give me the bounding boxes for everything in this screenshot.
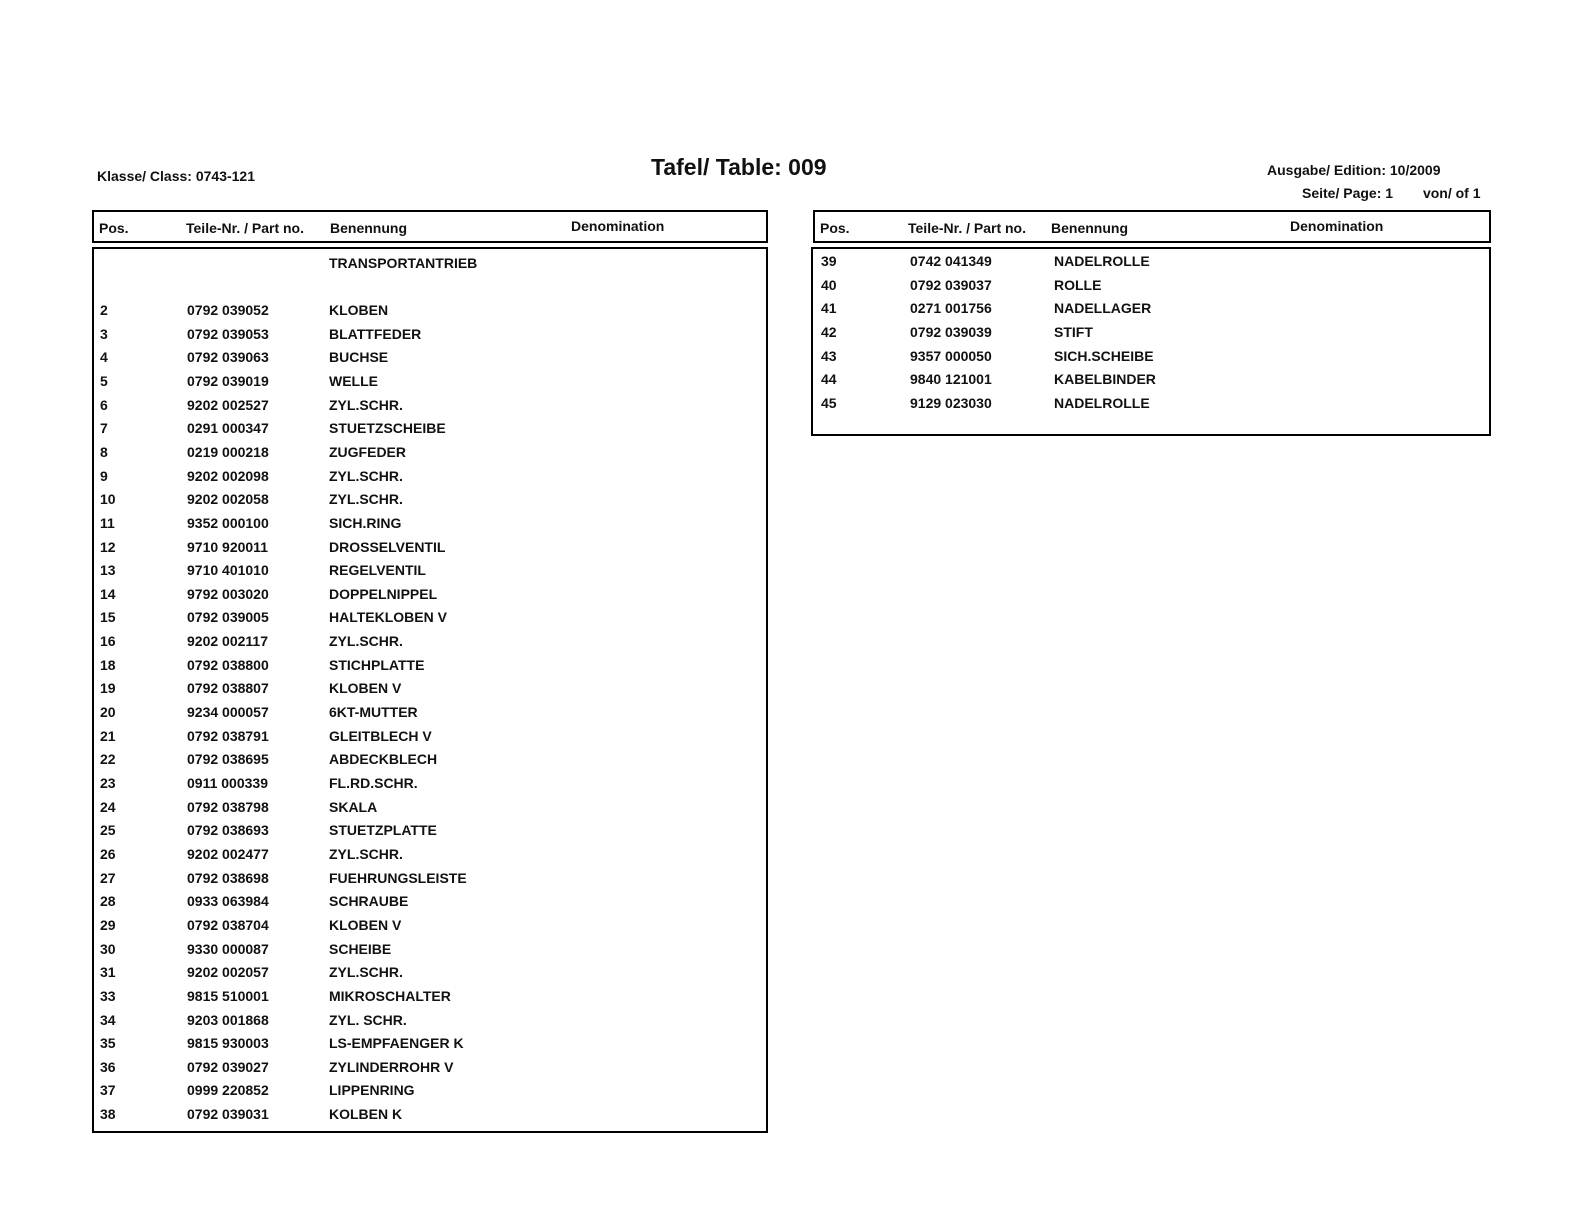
benennung-cell: HALTEKLOBEN V xyxy=(329,609,447,626)
benennung-cell: ZYL.SCHR. xyxy=(329,633,403,650)
benennung-cell: DOPPELNIPPEL xyxy=(329,585,438,602)
pos-cell: 30 xyxy=(100,940,116,957)
pos-cell: 18 xyxy=(100,656,116,673)
part-no-cell: 9129 023030 xyxy=(910,394,992,411)
benennung-cell: MIKROSCHALTER xyxy=(329,987,451,1004)
benennung-cell: FL.RD.SCHR. xyxy=(329,775,418,791)
benennung-cell: SKALA xyxy=(329,798,378,815)
benennung-cell: BUCHSE xyxy=(329,349,389,366)
part-no-cell: 0792 039019 xyxy=(187,372,269,389)
part-no-cell: 9352 000100 xyxy=(187,514,269,531)
pos-cell: 21 xyxy=(100,727,116,744)
table-row xyxy=(94,609,766,631)
pos-cell: 37 xyxy=(100,1082,116,1099)
edition-label: Ausgabe/ Edition: xyxy=(1267,162,1386,178)
table-row xyxy=(94,728,766,750)
part-no-cell: 9710 920011 xyxy=(187,538,268,555)
class-info xyxy=(97,168,255,184)
part-no-cell: 9202 002098 xyxy=(187,467,269,484)
page-info xyxy=(1302,185,1481,201)
table-row xyxy=(94,1059,766,1081)
table-row xyxy=(94,468,766,490)
part-no-cell: 0792 038800 xyxy=(187,656,269,673)
pos-cell: 16 xyxy=(100,633,116,650)
table-row xyxy=(94,988,766,1010)
edition-info xyxy=(1267,162,1441,178)
pos-cell: 5 xyxy=(100,372,108,389)
pos-cell: 42 xyxy=(821,323,837,340)
table-row xyxy=(94,515,766,537)
benennung-cell: FUEHRUNGSLEISTE xyxy=(329,869,467,886)
part-no-cell: 0742 041349 xyxy=(910,253,992,269)
part-no-cell: 9202 002527 xyxy=(187,396,269,413)
pos-cell: 44 xyxy=(821,371,837,388)
col-benennung-header: Benennung xyxy=(1051,220,1128,236)
table-row xyxy=(94,326,766,348)
table-row xyxy=(94,870,766,892)
pos-cell: 23 xyxy=(100,775,116,791)
table-row xyxy=(94,941,766,963)
table-row xyxy=(813,348,1489,370)
pos-cell: 11 xyxy=(100,514,115,531)
table-row xyxy=(813,324,1489,346)
pos-cell: 9 xyxy=(100,467,108,484)
part-no-cell: 9710 401010 xyxy=(187,562,269,579)
benennung-cell: ZYL. SCHR. xyxy=(329,1011,407,1028)
benennung-cell: SICH.RING xyxy=(329,514,402,531)
of-label: von/ of xyxy=(1422,185,1469,201)
table-label: Tafel/ Table: xyxy=(651,154,782,180)
benennung-cell: STUETZPLATTE xyxy=(329,822,437,839)
pos-cell: 36 xyxy=(100,1058,116,1075)
table-row xyxy=(94,893,766,915)
pos-cell: 14 xyxy=(100,585,116,602)
table-row xyxy=(94,539,766,561)
benennung-cell: ROLLE xyxy=(1054,276,1102,293)
of-value: 1 xyxy=(1472,185,1481,201)
group-heading: TRANSPORTANTRIEB xyxy=(329,255,478,271)
benennung-cell: LIPPENRING xyxy=(329,1082,415,1099)
pos-cell: 24 xyxy=(100,798,116,815)
table-row xyxy=(94,680,766,702)
benennung-cell: ZYL.SCHR. xyxy=(329,491,403,508)
pos-cell: 41 xyxy=(821,300,837,317)
table-row xyxy=(94,799,766,821)
table-row xyxy=(813,277,1489,299)
part-no-cell: 0911 000339 xyxy=(187,775,268,791)
table-row xyxy=(94,1106,766,1128)
table-row xyxy=(94,1035,766,1057)
table-row xyxy=(94,822,766,844)
benennung-cell: 6KT-MUTTER xyxy=(329,704,418,721)
pos-cell: 4 xyxy=(100,349,108,366)
part-no-cell: 9234 000057 xyxy=(187,704,269,721)
part-no-cell: 9840 121001 xyxy=(910,371,992,388)
part-no-cell: 9792 003020 xyxy=(187,585,269,602)
part-no-cell: 0792 039005 xyxy=(187,609,269,626)
pos-cell: 19 xyxy=(100,680,116,697)
part-no-cell: 9203 001868 xyxy=(187,1011,269,1028)
benennung-cell: SCHEIBE xyxy=(329,940,392,957)
part-no-cell: 0792 038693 xyxy=(187,822,269,839)
part-no-cell: 0999 220852 xyxy=(187,1082,269,1099)
table-row xyxy=(94,397,766,419)
pos-cell: 27 xyxy=(100,869,116,886)
pos-cell: 40 xyxy=(821,276,837,293)
table-row xyxy=(94,1012,766,1034)
table-row xyxy=(813,371,1489,393)
benennung-cell: KLOBEN V xyxy=(329,680,402,697)
col-pos-header: Pos. xyxy=(820,220,850,236)
col-denomination-header: Denomination xyxy=(571,218,665,234)
left-parts-table xyxy=(92,247,768,1133)
table-row xyxy=(94,420,766,442)
benennung-cell: DROSSELVENTIL xyxy=(329,538,446,555)
benennung-cell: NADELROLLE xyxy=(1054,394,1150,411)
part-no-cell: 0792 038807 xyxy=(187,680,269,697)
benennung-cell: ZYL.SCHR. xyxy=(329,845,403,862)
part-no-cell: 9330 000087 xyxy=(187,940,269,957)
pos-cell: 12 xyxy=(100,538,116,555)
pos-cell: 25 xyxy=(100,822,116,839)
table-row xyxy=(94,751,766,773)
part-no-cell: 9357 000050 xyxy=(910,347,992,364)
pos-cell: 28 xyxy=(100,893,116,910)
benennung-cell: STIFT xyxy=(1054,323,1093,340)
part-no-cell: 0792 039031 xyxy=(187,1106,269,1123)
part-no-cell: 0792 039037 xyxy=(910,276,992,293)
col-denomination-header: Denomination xyxy=(1290,218,1384,234)
benennung-cell: NADELROLLE xyxy=(1054,253,1150,269)
part-no-cell: 0271 001756 xyxy=(910,300,992,317)
part-no-cell: 9202 002058 xyxy=(187,491,269,508)
pos-cell: 35 xyxy=(100,1035,116,1052)
benennung-cell: STICHPLATTE xyxy=(329,656,425,673)
page-value: 1 xyxy=(1385,185,1394,201)
col-part-no-header: Teile-Nr. / Part no. xyxy=(908,220,1026,236)
benennung-cell: ZYL.SCHR. xyxy=(329,396,403,413)
pos-cell: 43 xyxy=(821,347,837,364)
part-no-cell: 0792 038798 xyxy=(187,798,269,815)
pos-cell: 45 xyxy=(821,394,837,411)
benennung-cell: KLOBEN V xyxy=(329,916,402,933)
part-no-cell: 9202 002477 xyxy=(187,845,269,862)
table-row xyxy=(94,633,766,655)
table-row xyxy=(94,1082,766,1104)
table-row xyxy=(94,917,766,939)
pos-cell: 38 xyxy=(100,1106,116,1123)
part-no-cell: 0291 000347 xyxy=(187,420,269,437)
part-no-cell: 0792 039053 xyxy=(187,325,269,342)
col-part-no-header: Teile-Nr. / Part no. xyxy=(186,220,304,236)
benennung-cell: LS-EMPFAENGER K xyxy=(329,1035,464,1052)
part-no-cell: 9815 930003 xyxy=(187,1035,269,1052)
part-no-cell: 0792 039027 xyxy=(187,1058,269,1075)
table-row xyxy=(94,373,766,395)
benennung-cell: KABELBINDER xyxy=(1054,371,1156,388)
part-no-cell: 0792 038698 xyxy=(187,869,269,886)
part-no-cell: 0933 063984 xyxy=(187,893,269,910)
table-row xyxy=(94,302,766,324)
benennung-cell: ZYL.SCHR. xyxy=(329,467,403,484)
benennung-cell: ABDECKBLECH xyxy=(329,751,438,768)
class-value: 0743-121 xyxy=(195,168,256,184)
table-row xyxy=(813,253,1489,275)
benennung-cell: KOLBEN K xyxy=(329,1106,403,1123)
class-label: Klasse/ Class: xyxy=(97,168,192,184)
table-row xyxy=(94,586,766,608)
part-no-cell: 0792 039063 xyxy=(187,349,269,366)
benennung-cell: NADELLAGER xyxy=(1054,300,1152,317)
pos-cell: 31 xyxy=(100,964,116,981)
table-row xyxy=(813,300,1489,322)
table-row xyxy=(94,491,766,513)
pos-cell: 3 xyxy=(100,325,108,342)
benennung-cell: ZYLINDERROHR V xyxy=(329,1058,454,1075)
benennung-cell: SCHRAUBE xyxy=(329,893,409,910)
table-title xyxy=(651,154,827,181)
part-no-cell: 9202 002117 xyxy=(187,633,268,650)
part-no-cell: 0792 038695 xyxy=(187,751,269,768)
benennung-cell: GLEITBLECH V xyxy=(329,727,432,744)
table-row xyxy=(94,444,766,466)
pos-cell: 13 xyxy=(100,562,116,579)
table-row xyxy=(94,657,766,679)
benennung-cell: STUETZSCHEIBE xyxy=(329,420,446,437)
col-benennung-header: Benennung xyxy=(330,220,407,236)
table-row xyxy=(94,704,766,726)
table-row xyxy=(813,395,1489,417)
edition-value: 10/2009 xyxy=(1389,162,1441,178)
right-parts-table xyxy=(811,247,1491,436)
pos-cell: 22 xyxy=(100,751,116,768)
table-row xyxy=(94,349,766,371)
table-number: 009 xyxy=(788,154,827,180)
part-no-cell: 9202 002057 xyxy=(187,964,269,981)
right-table-header xyxy=(813,210,1491,243)
pos-cell: 7 xyxy=(100,420,108,437)
part-no-cell: 9815 510001 xyxy=(187,987,269,1004)
table-row xyxy=(94,562,766,584)
pos-cell: 26 xyxy=(100,845,116,862)
pos-cell: 10 xyxy=(100,491,116,508)
benennung-cell: KLOBEN xyxy=(329,302,389,318)
page-label: Seite/ Page: xyxy=(1302,185,1382,201)
table-row xyxy=(94,775,766,797)
part-no-cell: 0219 000218 xyxy=(187,443,269,460)
pos-cell: 39 xyxy=(821,253,837,269)
pos-cell: 15 xyxy=(100,609,116,626)
table-row xyxy=(94,964,766,986)
pos-cell: 33 xyxy=(100,987,116,1004)
benennung-cell: REGELVENTIL xyxy=(329,562,426,579)
benennung-cell: WELLE xyxy=(329,372,378,389)
part-no-cell: 0792 038791 xyxy=(187,727,269,744)
pos-cell: 6 xyxy=(100,396,108,413)
pos-cell: 2 xyxy=(100,302,108,318)
table-row xyxy=(94,846,766,868)
benennung-cell: SICH.SCHEIBE xyxy=(1054,347,1154,364)
pos-cell: 29 xyxy=(100,916,116,933)
benennung-cell: ZUGFEDER xyxy=(329,443,406,460)
pos-cell: 20 xyxy=(100,704,116,721)
pos-cell: 34 xyxy=(100,1011,116,1028)
benennung-cell: BLATTFEDER xyxy=(329,325,422,342)
pos-cell: 8 xyxy=(100,443,108,460)
part-no-cell: 0792 039039 xyxy=(910,323,992,340)
part-no-cell: 0792 038704 xyxy=(187,916,269,933)
left-table-header xyxy=(92,210,768,243)
part-no-cell: 0792 039052 xyxy=(187,302,269,318)
col-pos-header: Pos. xyxy=(99,220,129,236)
benennung-cell: ZYL.SCHR. xyxy=(329,964,403,981)
